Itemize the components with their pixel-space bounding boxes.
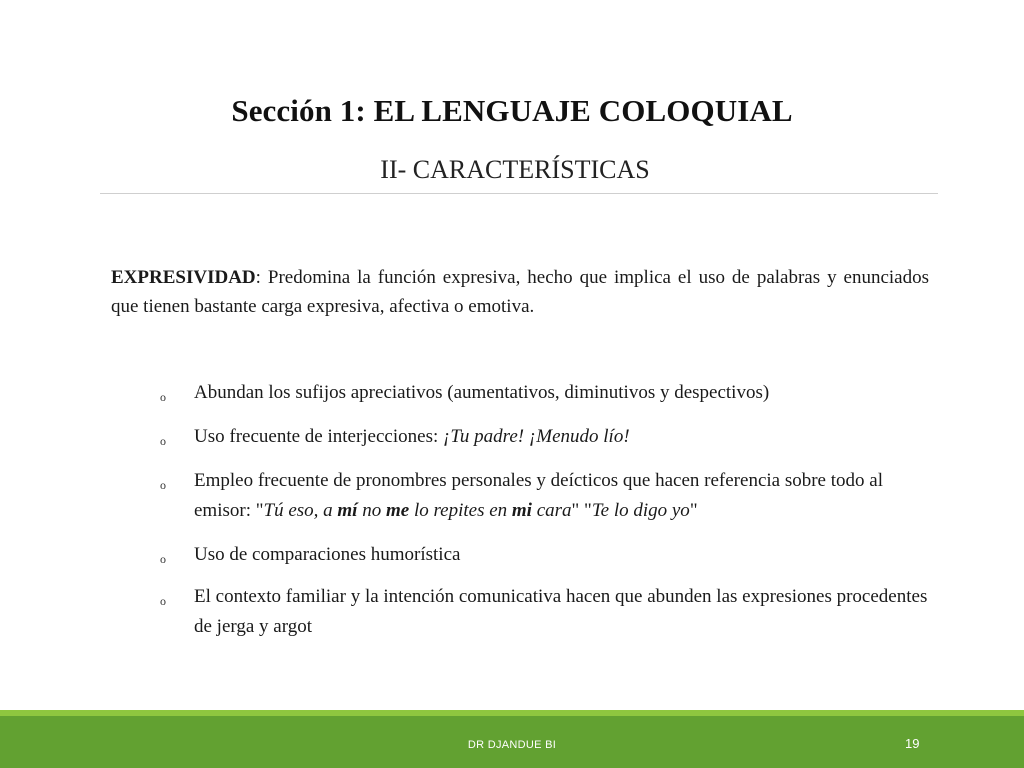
- list-item: [160, 540, 930, 570]
- intro-text: Predomina la función expresiva, hecho que implica el uso de palabras y enunciados que tienen bastante carga expresiva, afectiva o emotiva.: [111, 267, 929, 317]
- bullet-list: [160, 378, 930, 656]
- slide-subtitle: II- CARACTERÍSTICAS: [380, 155, 650, 184]
- intro-colon: :: [255, 267, 261, 288]
- slide-title: Sección 1: EL LENGUAJE COLOQUIAL: [231, 93, 793, 128]
- bullet-text: Uso de comparaciones humorística: [194, 544, 461, 565]
- quote-end: ": [689, 500, 698, 521]
- bullet-marker-icon: o: [160, 390, 166, 404]
- quote-part: no: [357, 500, 386, 521]
- quote-separator: " ": [571, 500, 592, 521]
- intro-term: EXPRESIVIDAD: [111, 267, 256, 288]
- list-item: [160, 582, 930, 642]
- list-item: [160, 378, 930, 408]
- bullet-marker-icon: o: [160, 552, 166, 566]
- list-item: [160, 422, 930, 452]
- list-item: [160, 466, 930, 526]
- bullet-text: Uso frecuente de interjecciones:: [194, 426, 443, 447]
- page-number: 19: [905, 736, 920, 751]
- bullet-marker-icon: o: [160, 478, 166, 492]
- intro-paragraph: [111, 263, 929, 321]
- quote-second: Te lo digo yo: [591, 500, 690, 521]
- bullet-marker-icon: o: [160, 594, 166, 608]
- bullet-marker-icon: o: [160, 434, 166, 448]
- quote-part: cara: [531, 500, 572, 521]
- bullet-text: El contexto familiar y la intención comunicativa hacen que abunden las expresiones procedentes de jerga y argot: [194, 586, 928, 637]
- title-divider: [100, 193, 938, 194]
- quote-part: Tú eso, a: [263, 500, 338, 521]
- bullet-italic-text: ¡Tu padre! ¡Menudo lío!: [443, 426, 630, 447]
- quote-part: lo repites en: [409, 500, 512, 521]
- footer-author: DR DJANDUE BI: [467, 739, 557, 751]
- bullet-text: Abundan los sufijos apreciativos (aumentativos, diminutivos y despectivos): [194, 382, 770, 403]
- bullet-text: Empleo frecuente de pronombres personales y deícticos que hacen referencia sobre todo al emisor: ": [194, 470, 883, 521]
- quote-emphasis: me: [385, 500, 410, 521]
- quote-emphasis: mí: [337, 500, 358, 521]
- quote-emphasis: mi: [511, 500, 532, 521]
